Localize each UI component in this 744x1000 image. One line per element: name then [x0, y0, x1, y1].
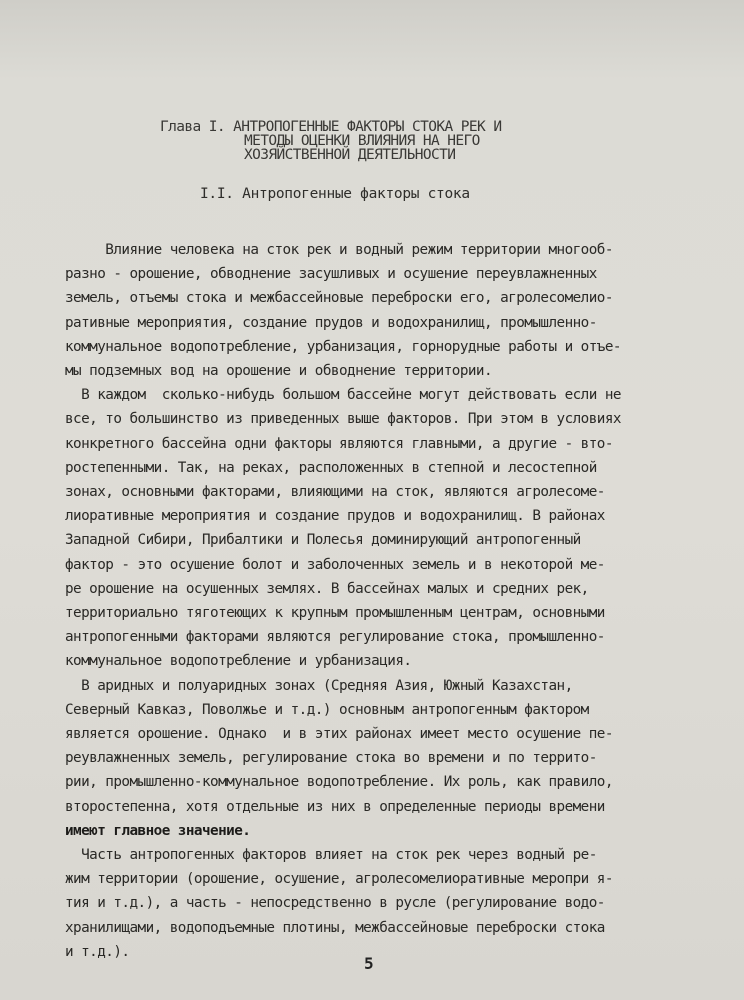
- text-line: лиоративные мероприятия и создание прудов и водохранилищ. В районах: [65, 508, 605, 525]
- text-line: антропогенными факторами являются регулирование стока, промышленно-: [65, 629, 605, 646]
- text-line: конкретного бассейна одни факторы являются главными, а другие - вто-: [65, 435, 613, 452]
- text-line: все, то большинство из приведенных выше факторов. При этом в условиях: [65, 411, 621, 428]
- text-line: В каждом сколько-нибудь большом бассейне могут действовать если не: [65, 387, 621, 404]
- text-line: коммунальное водопотребление, урбанизация, горнорудные работы и отъе-: [65, 338, 621, 355]
- text-line: Влияние человека на сток рек и водный режим территории многооб-: [65, 242, 613, 258]
- text-line: Западной Сибири, Прибалтики и Полесья доминирующий антропогенный: [65, 532, 581, 549]
- text-line: фактор - это осушение болот и заболоченных земель и в некоторой ме-: [65, 556, 605, 573]
- body-text: [65, 238, 705, 964]
- text-line: Северный Кавказ, Поволжье и т.д.) основным антропогенным фактором: [65, 701, 589, 718]
- text-line: зонах, основными факторами, влияющими на сток, являются агролесоме-: [65, 484, 605, 501]
- text-line: является орошение. Однако и в этих районах имеет место осушение пе-: [65, 726, 613, 743]
- text-line: коммунальное водопотребление и урбанизация.: [65, 653, 412, 670]
- chapter-title-line-2: МЕТОДЫ ОЦЕНКИ ВЛИЯНИЯ НА НЕГО: [244, 133, 480, 149]
- text-line: хранилищами, водоподъемные плотины, межбассейновые переброски стока: [65, 919, 605, 936]
- text-line: рии, промышленно-коммунальное водопотребление. Их роль, как правило,: [65, 774, 613, 791]
- text-line: второстепенна, хотя отдельные из них в определенные периоды времени: [65, 798, 605, 815]
- text-line: земель, отъемы стока и межбассейновые переброски его, агролесомелио-: [65, 290, 613, 307]
- text-line: тия и т.д.), а часть - непосредственно в русле (регулирование водо-: [65, 895, 605, 912]
- text-line: имеют главное значение.: [65, 822, 251, 839]
- text-line: В аридных и полуаридных зонах (Средняя Азия, Южный Казахстан,: [65, 677, 573, 694]
- text-line: территориально тяготеющих к крупным промышленным центрам, основными: [65, 605, 605, 622]
- text-line: и т.д.).: [65, 943, 130, 960]
- chapter-title-line-3: ХОЗЯЙСТВЕННОЙ ДЕЯТЕЛЬНОСТИ: [244, 147, 456, 163]
- page-number: 5: [364, 954, 374, 973]
- text-line: Часть антропогенных факторов влияет на сток рек через водный ре-: [65, 847, 597, 864]
- text-line: разно - орошение, обводнение засушливых и осушение переувлажненных: [65, 266, 597, 283]
- text-line: жим территории (орошение, осушение, агролесомелиоративные меропри я-: [65, 871, 613, 888]
- text-line: ре орошение на осушенных землях. В бассейнах малых и средних рек,: [65, 580, 589, 597]
- section-title: I.I. Антропогенные факторы стока: [200, 186, 470, 202]
- chapter-title: [160, 120, 580, 162]
- text-line: мы подземных вод на орошение и обводнение территории.: [65, 363, 493, 380]
- text-line: ративные мероприятия, создание прудов и водохранилищ, промышленно-: [65, 314, 597, 331]
- text-line: реувлажненных земель, регулирование стока во времени и по террито-: [65, 750, 597, 767]
- text-line: ростепенными. Так, на реках, расположенных в степной и лесостепной: [65, 459, 597, 476]
- chapter-title-line-1: Глава I. АНТРОПОГЕННЫЕ ФАКТОРЫ СТОКА РЕК И: [160, 119, 502, 135]
